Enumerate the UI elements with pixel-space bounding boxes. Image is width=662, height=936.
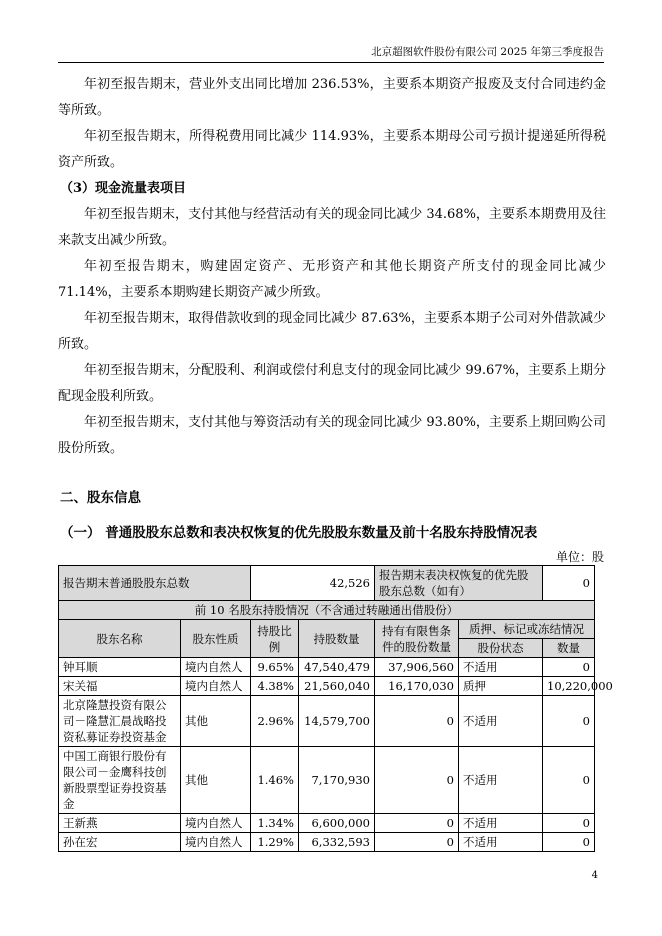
col-header-pledge-group: 质押、标记或冻结情况 — [459, 620, 595, 639]
holder-count: 0 — [543, 833, 595, 852]
holder-qty: 6,332,593 — [299, 833, 375, 852]
holder-name: 中国工商银行股份有限公司－金鹰科技创新股票型证券投资基金 — [59, 747, 181, 814]
col-header-count: 数量 — [543, 639, 595, 658]
holder-restricted: 0 — [375, 747, 459, 814]
holder-nature: 境内自然人 — [181, 814, 251, 833]
col-header-restricted: 持有有限售条件的股份数量 — [375, 620, 459, 658]
table-title: （一） 普通股股东总数和表决权恢复的优先股股东数量及前十名股东持股情况表 — [60, 525, 538, 541]
holder-count: 0 — [543, 658, 595, 677]
total-holders-value: 42,526 — [251, 566, 375, 601]
holder-ratio: 1.46% — [251, 747, 299, 814]
holder-qty: 14,579,700 — [299, 696, 375, 747]
unit-label: 单位：股 — [555, 550, 604, 564]
holder-qty: 6,600,000 — [299, 814, 375, 833]
col-header-name: 股东名称 — [59, 620, 181, 658]
table-row — [59, 658, 595, 677]
page-number: 4 — [591, 870, 598, 881]
holder-ratio: 4.38% — [251, 677, 299, 696]
holder-count: 0 — [543, 696, 595, 747]
holder-count: 0 — [543, 747, 595, 814]
holder-nature: 境内自然人 — [181, 658, 251, 677]
holder-name: 宋关福 — [59, 677, 181, 696]
holder-restricted: 0 — [375, 833, 459, 852]
holder-status: 不适用 — [459, 814, 543, 833]
table-row — [59, 696, 595, 747]
paragraph: 年初至报告期末，营业外支出同比增加 236.53%，主要系本期资产报废及支付合同违约金等所致。 — [58, 77, 606, 118]
table-row — [59, 833, 595, 852]
holder-nature: 境内自然人 — [181, 677, 251, 696]
cashflow-subheading: （3）现金流量表项目 — [60, 181, 187, 196]
table-row — [59, 677, 595, 696]
holder-nature: 其他 — [181, 747, 251, 814]
paragraph: 年初至报告期末，取得借款收到的现金同比减少 87.63%，主要系本期子公司对外借款减少所致。 — [58, 311, 606, 352]
holder-qty: 7,170,930 — [299, 747, 375, 814]
holder-name: 王新燕 — [59, 814, 181, 833]
paragraph: 年初至报告期末，所得税费用同比减少 114.93%，主要系本期母公司亏损计提递延所得税资产所致。 — [58, 129, 606, 170]
holder-nature: 其他 — [181, 696, 251, 747]
holder-ratio: 9.65% — [251, 658, 299, 677]
table-row — [59, 747, 595, 814]
holder-restricted: 0 — [375, 696, 459, 747]
total-holders-label: 报告期末普通股股东总数 — [59, 566, 251, 601]
holder-ratio: 1.29% — [251, 833, 299, 852]
section-title: 二、股东信息 — [60, 490, 141, 506]
holder-name: 北京隆慧投资有限公司－隆慧汇晨战略投资私募证券投资基金 — [59, 696, 181, 747]
paragraph: 年初至报告期末，支付其他与经营活动有关的现金同比减少 34.68%，主要系本期费用及往来款支出减少所致。 — [58, 207, 606, 248]
top10-caption: 前 10 名股东持股情况（不含通过转融通出借股份） — [59, 601, 595, 620]
top10-caption-row — [59, 601, 595, 620]
col-header-nature: 股东性质 — [181, 620, 251, 658]
holder-nature: 境内自然人 — [181, 833, 251, 852]
holder-ratio: 1.34% — [251, 814, 299, 833]
table-row — [59, 814, 595, 833]
summary-row — [59, 566, 595, 601]
holder-status: 不适用 — [459, 658, 543, 677]
analysis-body — [58, 72, 606, 462]
col-header-ratio: 持股比例 — [251, 620, 299, 658]
holder-status: 不适用 — [459, 747, 543, 814]
preferred-holders-value: 0 — [543, 566, 595, 601]
shareholder-table — [58, 565, 613, 852]
holder-name: 孙在宏 — [59, 833, 181, 852]
page-header: 北京超图软件股份有限公司 2025 年第三季度报告 — [58, 44, 604, 63]
holder-status: 不适用 — [459, 833, 543, 852]
holder-count: 10,220,000 — [543, 677, 595, 696]
header-row — [59, 620, 595, 639]
holder-ratio: 2.96% — [251, 696, 299, 747]
col-header-status: 股份状态 — [459, 639, 543, 658]
paragraph: 年初至报告期末，支付其他与筹资活动有关的现金同比减少 93.80%，主要系上期回购公司股份所致。 — [58, 415, 606, 456]
holder-restricted: 0 — [375, 814, 459, 833]
col-header-qty: 持股数量 — [299, 620, 375, 658]
paragraph: 年初至报告期末，分配股利、利润或偿付利息支付的现金同比减少 99.67%，主要系上期分配现金股利所致。 — [58, 363, 606, 404]
preferred-holders-label: 报告期末表决权恢复的优先股股东总数（如有） — [375, 566, 543, 601]
holder-restricted: 16,170,030 — [375, 677, 459, 696]
paragraph: 年初至报告期末，购建固定资产、无形资产和其他长期资产所支付的现金同比减少 71.14%，主要系本期购建长期资产减少所致。 — [58, 259, 606, 300]
holder-name: 钟耳顺 — [59, 658, 181, 677]
holder-count: 0 — [543, 814, 595, 833]
holder-restricted: 37,906,560 — [375, 658, 459, 677]
holder-status: 不适用 — [459, 696, 543, 747]
holder-qty: 21,560,040 — [299, 677, 375, 696]
holder-qty: 47,540,479 — [299, 658, 375, 677]
holder-status: 质押 — [459, 677, 543, 696]
